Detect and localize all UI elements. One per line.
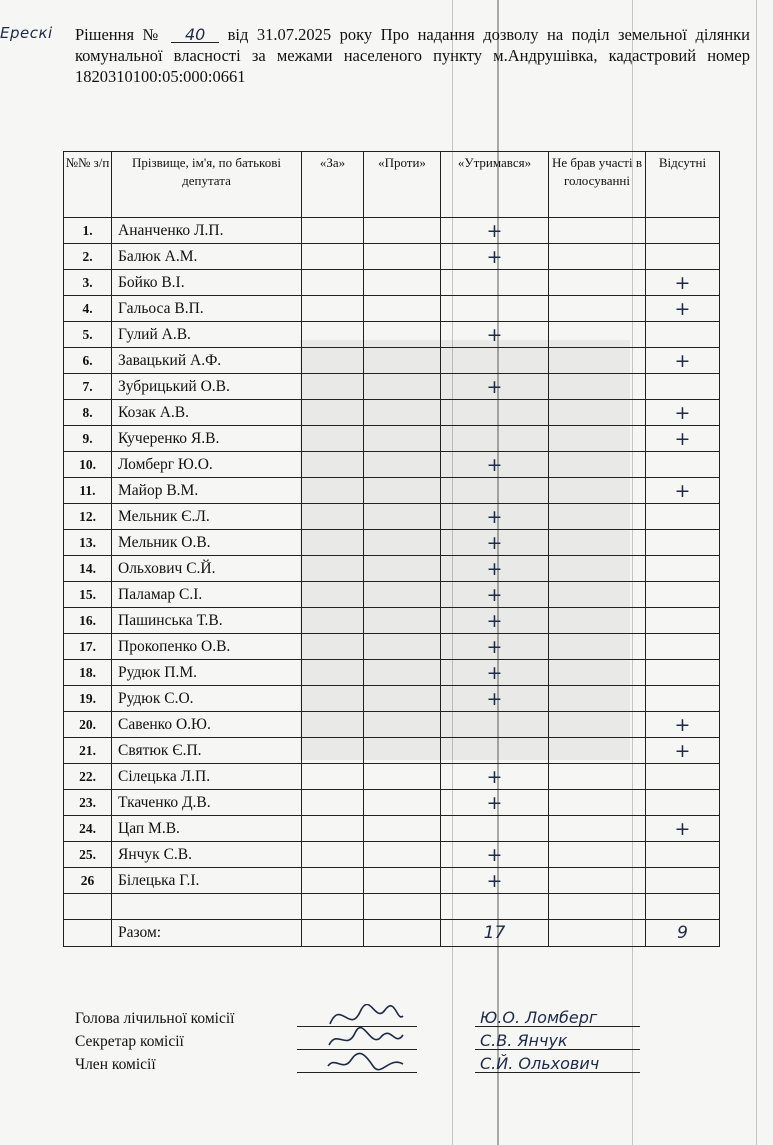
table-row xyxy=(64,556,720,582)
table-row xyxy=(64,270,720,296)
vote-not-voted xyxy=(549,634,646,660)
vote-not-voted xyxy=(549,504,646,530)
vote-absent xyxy=(646,582,720,608)
vote-against xyxy=(364,790,441,816)
col-header-not-voted: Не брав участі в голосуванні xyxy=(549,152,646,218)
vote-not-voted xyxy=(549,348,646,374)
vote-for xyxy=(302,452,364,478)
table-row xyxy=(64,400,720,426)
vote-absent xyxy=(646,244,720,270)
row-number: 9. xyxy=(64,426,112,452)
decision-title: від 31.07.2025 року Про надання дозволу на поділ земельної ділянки комунальної власності за межами населеного пункту м.Андрушівка, кадастровий номер 1820310100:05:000:0661 xyxy=(75,25,750,86)
totals-label: Разом: xyxy=(112,920,302,947)
empty-cell xyxy=(646,894,720,920)
vote-for xyxy=(302,686,364,712)
vote-not-voted xyxy=(549,738,646,764)
vote-not-voted xyxy=(549,374,646,400)
deputy-name: Завацький А.Ф. xyxy=(112,348,302,374)
vote-abstained xyxy=(441,348,549,374)
vote-abstained: + xyxy=(441,530,549,556)
vote-for xyxy=(302,400,364,426)
deputy-name: Сілецька Л.П. xyxy=(112,764,302,790)
deputy-name: Савенко О.Ю. xyxy=(112,712,302,738)
deputy-name: Гулий А.В. xyxy=(112,322,302,348)
deputy-name: Мельник Є.Л. xyxy=(112,504,302,530)
vote-against xyxy=(364,478,441,504)
vote-not-voted xyxy=(549,244,646,270)
vote-absent xyxy=(646,764,720,790)
deputy-name: Мельник О.В. xyxy=(112,530,302,556)
vote-abstained: + xyxy=(441,244,549,270)
vote-for xyxy=(302,634,364,660)
deputy-name: Майор В.М. xyxy=(112,478,302,504)
vote-absent xyxy=(646,530,720,556)
row-number: 6. xyxy=(64,348,112,374)
vote-not-voted xyxy=(549,582,646,608)
vote-for xyxy=(302,426,364,452)
deputy-name: Ломберг Ю.О. xyxy=(112,452,302,478)
table-row xyxy=(64,764,720,790)
col-header-for: «За» xyxy=(302,152,364,218)
vote-for xyxy=(302,712,364,738)
total-absent: 9 xyxy=(646,920,720,947)
deputy-name: Ткаченко Д.В. xyxy=(112,790,302,816)
row-number: 20. xyxy=(64,712,112,738)
vote-abstained: + xyxy=(441,556,549,582)
vote-against xyxy=(364,270,441,296)
vote-for xyxy=(302,348,364,374)
vote-absent: + xyxy=(646,478,720,504)
row-number: 11. xyxy=(64,478,112,504)
total-abstained: 17 xyxy=(441,920,549,947)
vote-abstained xyxy=(441,816,549,842)
table-row xyxy=(64,478,720,504)
vote-for xyxy=(302,608,364,634)
vote-abstained: + xyxy=(441,660,549,686)
row-number: 16. xyxy=(64,608,112,634)
row-number: 26 xyxy=(64,868,112,894)
vote-not-voted xyxy=(549,868,646,894)
vote-against xyxy=(364,374,441,400)
vote-for xyxy=(302,504,364,530)
vote-absent xyxy=(646,634,720,660)
decision-lead: Рішення № xyxy=(75,25,163,44)
row-number: 5. xyxy=(64,322,112,348)
col-header-number: №№ з/п xyxy=(64,152,112,218)
empty-cell xyxy=(549,894,646,920)
empty-cell xyxy=(112,894,302,920)
vote-not-voted xyxy=(549,764,646,790)
vote-against xyxy=(364,400,441,426)
vote-against xyxy=(364,530,441,556)
vote-abstained: + xyxy=(441,842,549,868)
vote-for xyxy=(302,790,364,816)
vote-abstained: + xyxy=(441,452,549,478)
table-row xyxy=(64,348,720,374)
vote-not-voted xyxy=(549,478,646,504)
vote-for xyxy=(302,530,364,556)
vote-absent xyxy=(646,660,720,686)
vote-abstained xyxy=(441,712,549,738)
deputy-name: Ольхович С.Й. xyxy=(112,556,302,582)
vote-against xyxy=(364,608,441,634)
table-row xyxy=(64,426,720,452)
vote-against xyxy=(364,504,441,530)
table-row xyxy=(64,218,720,244)
vote-absent: + xyxy=(646,348,720,374)
handwritten-note: Ерескі xyxy=(0,24,53,42)
row-number: 4. xyxy=(64,296,112,322)
vote-abstained xyxy=(441,270,549,296)
vote-for xyxy=(302,322,364,348)
deputy-name: Кучеренко Я.В. xyxy=(112,426,302,452)
vote-absent: + xyxy=(646,296,720,322)
table-row xyxy=(64,868,720,894)
vote-against xyxy=(364,348,441,374)
empty-cell xyxy=(64,894,112,920)
row-number: 21. xyxy=(64,738,112,764)
table-row xyxy=(64,634,720,660)
vote-absent: + xyxy=(646,270,720,296)
vote-abstained: + xyxy=(441,868,549,894)
vote-absent: + xyxy=(646,712,720,738)
vote-against xyxy=(364,816,441,842)
vote-against xyxy=(364,660,441,686)
vote-absent xyxy=(646,452,720,478)
vote-for xyxy=(302,296,364,322)
totals-row xyxy=(64,920,720,947)
table-row xyxy=(64,816,720,842)
vote-for xyxy=(302,764,364,790)
vote-against xyxy=(364,582,441,608)
vote-abstained: + xyxy=(441,634,549,660)
table-row xyxy=(64,842,720,868)
deputy-name: Козак А.В. xyxy=(112,400,302,426)
vote-not-voted xyxy=(549,816,646,842)
vote-absent xyxy=(646,790,720,816)
vote-not-voted xyxy=(549,842,646,868)
document-header xyxy=(75,24,750,87)
deputy-name: Білецька Г.І. xyxy=(112,868,302,894)
row-number: 19. xyxy=(64,686,112,712)
signature-role: Голова лічильної комісії xyxy=(75,1010,235,1027)
signature-role: Секретар комісії xyxy=(75,1033,184,1050)
vote-absent: + xyxy=(646,426,720,452)
deputy-name: Бойко В.І. xyxy=(112,270,302,296)
vote-for xyxy=(302,270,364,296)
vote-abstained xyxy=(441,426,549,452)
vote-for xyxy=(302,582,364,608)
vote-against xyxy=(364,218,441,244)
vote-not-voted xyxy=(549,452,646,478)
vote-against xyxy=(364,634,441,660)
vote-abstained: + xyxy=(441,374,549,400)
vote-not-voted xyxy=(549,712,646,738)
row-number: 1. xyxy=(64,218,112,244)
vote-against xyxy=(364,686,441,712)
vote-absent xyxy=(646,556,720,582)
vote-against xyxy=(364,296,441,322)
vote-absent xyxy=(646,218,720,244)
deputy-name: Зубрицький О.В. xyxy=(112,374,302,400)
row-number: 13. xyxy=(64,530,112,556)
deputy-name: Рудюк С.О. xyxy=(112,686,302,712)
row-number: 24. xyxy=(64,816,112,842)
table-row xyxy=(64,582,720,608)
handwritten-signature xyxy=(325,1050,405,1076)
vote-abstained: + xyxy=(441,790,549,816)
vote-absent: + xyxy=(646,816,720,842)
vote-against xyxy=(364,322,441,348)
vote-absent xyxy=(646,686,720,712)
vote-not-voted xyxy=(549,660,646,686)
deputy-name: Ананченко Л.П. xyxy=(112,218,302,244)
empty-cell xyxy=(364,920,441,947)
table-row xyxy=(64,244,720,270)
table-row xyxy=(64,452,720,478)
empty-cell xyxy=(364,894,441,920)
table-row-empty xyxy=(64,894,720,920)
table-row xyxy=(64,686,720,712)
vote-abstained xyxy=(441,296,549,322)
row-number: 25. xyxy=(64,842,112,868)
vote-not-voted xyxy=(549,608,646,634)
vote-not-voted xyxy=(549,296,646,322)
col-header-absent: Відсутні xyxy=(646,152,720,218)
vote-against xyxy=(364,452,441,478)
col-header-against: «Проти» xyxy=(364,152,441,218)
voting-table xyxy=(63,151,720,947)
vote-absent xyxy=(646,842,720,868)
vote-not-voted xyxy=(549,790,646,816)
deputy-name: Пашинська Т.В. xyxy=(112,608,302,634)
vote-not-voted xyxy=(549,270,646,296)
vote-absent xyxy=(646,868,720,894)
vote-for xyxy=(302,218,364,244)
vote-for xyxy=(302,868,364,894)
table-row xyxy=(64,374,720,400)
vote-abstained: + xyxy=(441,686,549,712)
vote-abstained xyxy=(441,738,549,764)
vote-for xyxy=(302,478,364,504)
vote-for xyxy=(302,374,364,400)
deputy-name: Цап М.В. xyxy=(112,816,302,842)
vote-not-voted xyxy=(549,556,646,582)
vote-not-voted xyxy=(549,400,646,426)
vote-absent: + xyxy=(646,400,720,426)
col-header-name: Прізвище, ім'я, по батькові депутата xyxy=(112,152,302,218)
row-number: 18. xyxy=(64,660,112,686)
empty-cell xyxy=(302,894,364,920)
vote-against xyxy=(364,868,441,894)
empty-cell xyxy=(549,920,646,947)
vote-abstained: + xyxy=(441,608,549,634)
vote-not-voted xyxy=(549,322,646,348)
row-number: 14. xyxy=(64,556,112,582)
vote-not-voted xyxy=(549,530,646,556)
vote-absent xyxy=(646,322,720,348)
deputy-name: Янчук С.В. xyxy=(112,842,302,868)
signatory-name: Ю.О. Ломберг xyxy=(480,1008,598,1027)
vote-not-voted xyxy=(549,218,646,244)
vote-for xyxy=(302,738,364,764)
vote-for xyxy=(302,842,364,868)
vote-against xyxy=(364,738,441,764)
vote-against xyxy=(364,556,441,582)
empty-cell xyxy=(64,920,112,947)
vote-absent xyxy=(646,504,720,530)
vote-abstained: + xyxy=(441,504,549,530)
deputy-name: Гальоса В.П. xyxy=(112,296,302,322)
table-row xyxy=(64,322,720,348)
vote-absent xyxy=(646,608,720,634)
vote-not-voted xyxy=(549,686,646,712)
deputy-name: Паламар С.І. xyxy=(112,582,302,608)
row-number: 8. xyxy=(64,400,112,426)
vote-for xyxy=(302,556,364,582)
vote-against xyxy=(364,244,441,270)
vote-against xyxy=(364,712,441,738)
row-number: 12. xyxy=(64,504,112,530)
vote-absent: + xyxy=(646,738,720,764)
table-row xyxy=(64,712,720,738)
table-row xyxy=(64,608,720,634)
decision-number: 40 xyxy=(171,28,219,43)
vote-abstained xyxy=(441,478,549,504)
table-row xyxy=(64,504,720,530)
vote-for xyxy=(302,816,364,842)
vote-against xyxy=(364,842,441,868)
vote-for xyxy=(302,244,364,270)
deputy-name: Святюк Є.П. xyxy=(112,738,302,764)
empty-cell xyxy=(441,894,549,920)
table-row xyxy=(64,738,720,764)
vote-abstained: + xyxy=(441,582,549,608)
row-number: 15. xyxy=(64,582,112,608)
signatory-name: С.В. Янчук xyxy=(480,1031,568,1050)
row-number: 7. xyxy=(64,374,112,400)
col-header-abstained: «Утримався» xyxy=(441,152,549,218)
deputy-name: Рудюк П.М. xyxy=(112,660,302,686)
table-row xyxy=(64,296,720,322)
vote-abstained: + xyxy=(441,764,549,790)
vote-abstained xyxy=(441,400,549,426)
row-number: 23. xyxy=(64,790,112,816)
row-number: 2. xyxy=(64,244,112,270)
vote-abstained: + xyxy=(441,218,549,244)
vote-abstained: + xyxy=(441,322,549,348)
row-number: 3. xyxy=(64,270,112,296)
table-row xyxy=(64,790,720,816)
table-row xyxy=(64,660,720,686)
deputy-name: Балюк А.М. xyxy=(112,244,302,270)
signature-role: Член комісії xyxy=(75,1056,156,1073)
empty-cell xyxy=(302,920,364,947)
vote-against xyxy=(364,764,441,790)
row-number: 10. xyxy=(64,452,112,478)
vote-for xyxy=(302,660,364,686)
vote-not-voted xyxy=(549,426,646,452)
table-row xyxy=(64,530,720,556)
signatory-name: С.Й. Ольхович xyxy=(480,1054,600,1073)
deputy-name: Прокопенко О.В. xyxy=(112,634,302,660)
vote-absent xyxy=(646,374,720,400)
vote-against xyxy=(364,426,441,452)
row-number: 17. xyxy=(64,634,112,660)
scan-streak xyxy=(756,0,757,1145)
row-number: 22. xyxy=(64,764,112,790)
